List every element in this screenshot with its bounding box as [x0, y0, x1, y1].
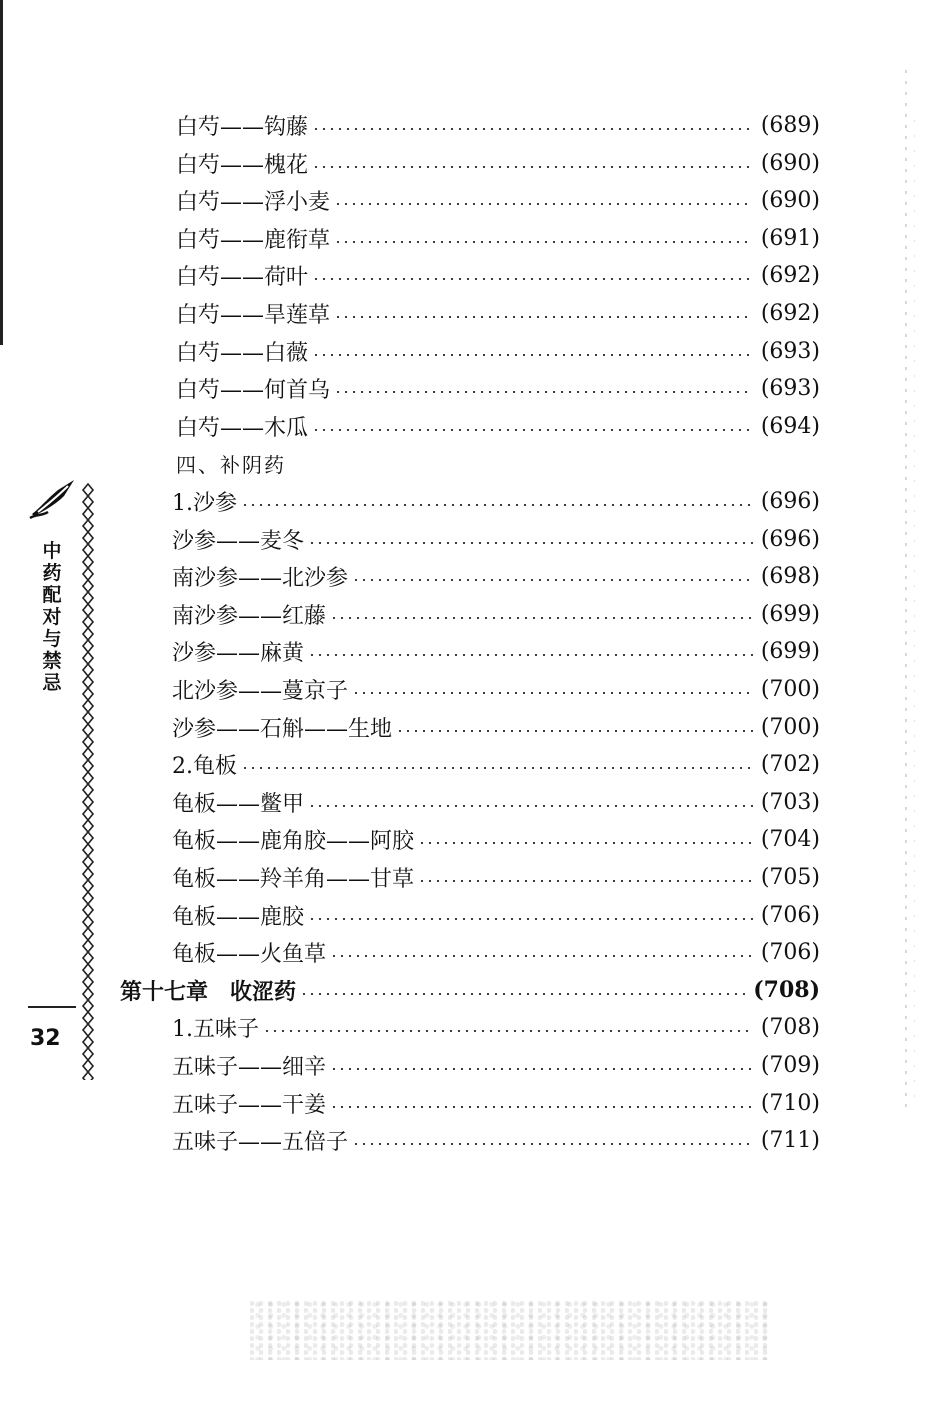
toc-row — [172, 1048, 820, 1082]
toc-row — [176, 146, 820, 180]
toc-leader-dots — [312, 128, 753, 130]
toc-label: 1.沙参 — [172, 490, 237, 516]
toc-leader-dots — [334, 391, 753, 393]
toc-label: 白芍——荷叶 — [176, 264, 309, 290]
toc-leader-dots — [312, 429, 753, 431]
toc-leader-dots — [418, 880, 753, 882]
toc-page-number: (693) — [760, 375, 820, 401]
toc-leader-dots — [312, 166, 753, 168]
toc-row — [176, 296, 820, 330]
toc-label: 白芍——旱莲草 — [176, 302, 331, 328]
toc-page-number: (692) — [760, 262, 820, 288]
toc-leader-dots — [308, 918, 753, 920]
scan-noise-artifact — [250, 1300, 770, 1360]
toc-page-number: (693) — [760, 338, 820, 364]
toc-page-number: (699) — [760, 601, 820, 627]
toc-label: 五味子——五倍子 — [172, 1129, 349, 1155]
toc-label: 沙参——石斛——生地 — [172, 716, 393, 742]
toc-leader-dots — [308, 542, 753, 544]
toc-label: 1.五味子 — [172, 1016, 259, 1042]
toc-leader-dots — [334, 316, 753, 318]
toc-page-number: (694) — [760, 413, 820, 439]
toc-page-number: (700) — [760, 676, 820, 702]
toc-row — [172, 935, 820, 969]
toc-leader-dots — [241, 504, 753, 506]
toc-leader-dots — [334, 241, 753, 243]
toc-page-number: (711) — [760, 1127, 820, 1153]
toc-label: 龟板——鳖甲 — [172, 791, 305, 817]
toc-leader-dots — [312, 354, 753, 356]
toc-leader-dots — [300, 993, 745, 995]
page-number: 32 — [30, 1026, 61, 1051]
toc-label: 北沙参——蔓京子 — [172, 678, 349, 704]
toc-row — [172, 822, 820, 856]
toc-leader-dots — [308, 654, 753, 656]
toc-label: 龟板——鹿角胶——阿胶 — [172, 828, 415, 854]
toc-label: 白芍——浮小麦 — [176, 189, 331, 215]
toc-row — [172, 1123, 820, 1157]
toc-row — [172, 898, 820, 932]
toc-row — [172, 785, 820, 819]
toc-page-number: (708) — [753, 977, 820, 1003]
toc-label: 四、补阴药 — [176, 452, 286, 477]
toc-page-number: (692) — [760, 300, 820, 326]
toc-label: 五味子——细辛 — [172, 1054, 327, 1080]
toc-label: 白芍——槐花 — [176, 152, 309, 178]
toc-page-number: (710) — [760, 1090, 820, 1116]
toc-page-number: (706) — [760, 939, 820, 965]
toc-label: 五味子——干姜 — [172, 1092, 327, 1118]
toc-leader-dots — [330, 1068, 753, 1070]
toc-page-number: (696) — [760, 526, 820, 552]
toc-row — [176, 183, 820, 217]
toc-chapter-row — [120, 973, 820, 1007]
toc-leader-dots — [418, 842, 753, 844]
toc-label: 白芍——何首乌 — [176, 377, 331, 403]
toc-leader-dots — [241, 767, 753, 769]
toc-row — [176, 334, 820, 368]
toc-page-number: (690) — [760, 187, 820, 213]
toc-page-number: (702) — [760, 751, 820, 777]
toc-leader-dots — [312, 278, 753, 280]
toc-page-number: (709) — [760, 1052, 820, 1078]
toc-section-heading — [176, 446, 476, 480]
toc-row — [172, 860, 820, 894]
toc-leader-dots — [308, 805, 753, 807]
toc-leader-dots — [330, 1106, 753, 1108]
toc-leader-dots — [263, 1030, 753, 1032]
toc-row — [172, 559, 820, 593]
toc-row — [172, 710, 820, 744]
toc-label: 白芍——鹿衔草 — [176, 227, 331, 253]
toc-leader-dots — [334, 203, 753, 205]
toc-page-number: (696) — [760, 488, 820, 514]
toc-page-number: (689) — [760, 112, 820, 138]
toc-leader-dots — [330, 617, 753, 619]
toc-row — [172, 747, 820, 781]
toc-label: 第十七章 收涩药 — [120, 978, 297, 1005]
toc-row — [176, 258, 820, 292]
toc-label: 沙参——麻黄 — [172, 640, 305, 666]
toc-row — [176, 409, 820, 443]
toc-label: 龟板——火鱼草 — [172, 941, 327, 967]
toc-page-number: (708) — [760, 1014, 820, 1040]
toc-leader-dots — [352, 579, 753, 581]
toc-label: 2.龟板 — [172, 753, 237, 779]
toc-row — [176, 371, 820, 405]
toc-page-number: (698) — [760, 563, 820, 589]
toc-page-number: (705) — [760, 864, 820, 890]
toc-label: 龟板——鹿胶 — [172, 904, 305, 930]
toc-row — [176, 221, 820, 255]
toc-label: 沙参——麦冬 — [172, 528, 305, 554]
toc-page-number: (691) — [760, 225, 820, 251]
toc-label: 南沙参——红藤 — [172, 603, 327, 629]
toc-label: 龟板——羚羊角——甘草 — [172, 866, 415, 892]
toc-leader-dots — [352, 1143, 753, 1145]
toc-page-number: (703) — [760, 789, 820, 815]
toc-row — [172, 1086, 820, 1120]
toc-page-number: (700) — [760, 714, 820, 740]
book-title-vertical: 中药配对与禁忌 — [42, 540, 62, 694]
toc-label: 白芍——木瓜 — [176, 415, 309, 441]
toc-leader-dots — [330, 955, 753, 957]
toc-leader-dots — [352, 692, 753, 694]
toc-row — [172, 1010, 820, 1044]
toc-label: 南沙参——北沙参 — [172, 565, 349, 591]
toc-row — [172, 672, 820, 706]
toc-row — [176, 108, 820, 142]
toc-row — [172, 597, 820, 631]
toc-row — [172, 484, 820, 518]
toc-page-number: (704) — [760, 826, 820, 852]
toc-leader-dots — [396, 730, 753, 732]
toc-page-number: (699) — [760, 638, 820, 664]
toc-page-number: (706) — [760, 902, 820, 928]
toc-row — [172, 634, 820, 668]
toc-page-number: (690) — [760, 150, 820, 176]
toc-label: 白芍——钩藤 — [176, 114, 309, 140]
toc-row — [172, 522, 820, 556]
toc-label: 白芍——白薇 — [176, 340, 309, 366]
